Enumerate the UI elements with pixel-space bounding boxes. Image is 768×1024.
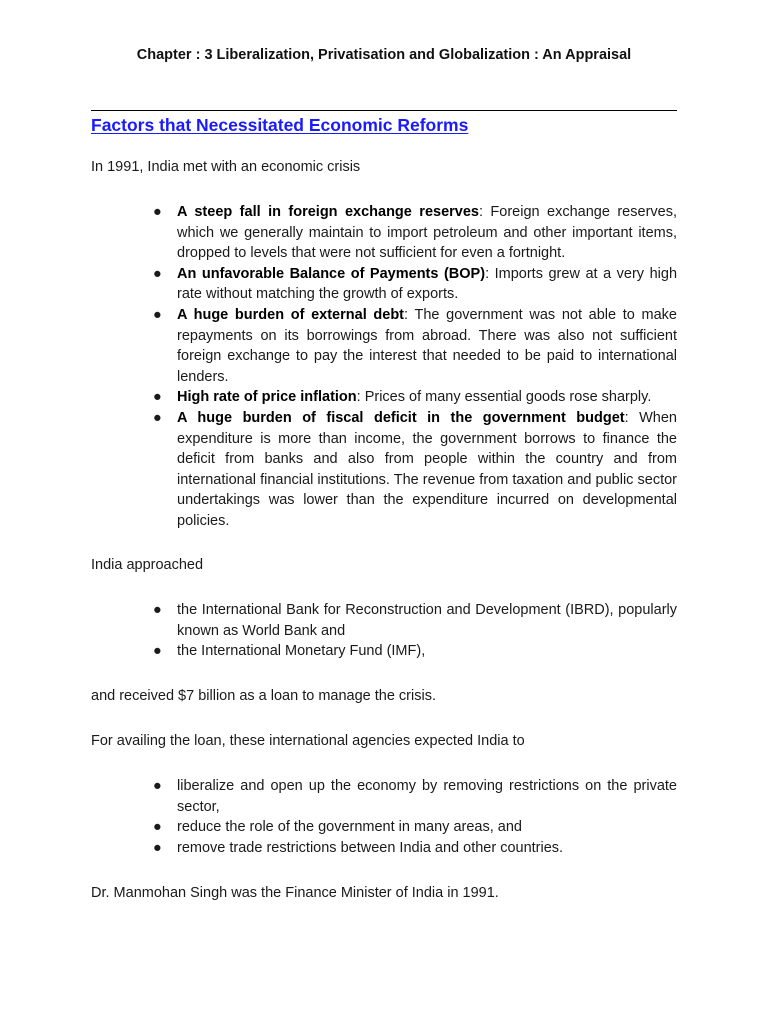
list-item [150,305,677,387]
list-item-term: High rate of price inflation [177,389,357,406]
bullet-icon: ● [153,778,162,794]
bullet-icon: ● [153,839,162,856]
agencies-list [150,600,677,662]
list-item-term: An unfavorable Balance of Payments (BOP) [177,265,486,282]
conditions-paragraph: For availing the loan, these international agencies expected India to [91,733,525,749]
list-item-text: : Imports grew at a very high rate without matching the growth of exports. [177,265,678,303]
list-item [150,817,677,838]
loan-paragraph: and received $7 billion as a loan to manage the crisis. [91,688,436,704]
list-item-term: A huge burden of fiscal deficit in the government budget [177,409,625,426]
horizontal-rule [91,110,677,111]
list-item-text: reduce the role of the government in many areas, and [177,819,522,836]
bullet-icon: ● [153,306,162,323]
list-item [150,408,677,532]
bullet-icon: ● [153,204,162,220]
list-item [150,838,677,859]
closing-paragraph: Dr. Manmohan Singh was the Finance Minister of India in 1991. [91,885,499,901]
chapter-title: Chapter : 3 Liberalization, Privatisation and Globalization : An Appraisal [136,47,632,63]
list-item-text: : Foreign exchange reserves, which we generally maintain to import petroleum and other important items, dropped to levels that were not sufficient for even a fortnight. [177,204,677,262]
list-item [150,641,677,662]
crisis-points-list [150,202,677,532]
list-item-text: the International Monetary Fund (IMF), [177,643,426,660]
list-item [150,776,677,817]
conditions-list [150,776,677,858]
intro-paragraph: In 1991, India met with an economic crisis [91,159,361,175]
list-item [150,264,677,305]
list-item-term: A huge burden of external debt [177,306,405,323]
list-item-text: : Prices of many essential goods rose sharply. [356,389,652,406]
list-item-text: : When expenditure is more than income, the government borrows to finance the deficit from banks and also from people within the country and from international financial institutions. The revenue from taxation and public sector undertakings was lower than the expenditure incurred on developmental policies. [177,409,677,529]
list-item-text: : The government was not able to make repayments on its borrowings from abroad. There was also not sufficient foreign exchange to pay the interest that needed to be paid to international lenders. [177,306,677,385]
list-item [150,387,677,408]
list-item-term: A steep fall in foreign exchange reserves [177,204,479,220]
list-item-text: remove trade restrictions between India and other countries. [177,839,564,856]
bullet-icon: ● [153,602,162,618]
bullet-icon: ● [153,643,162,660]
list-item-text: the International Bank for Reconstruction and Development (IBRD), popularly known as World Bank and [177,602,677,639]
bullet-icon: ● [153,389,162,406]
list-item [150,600,677,641]
bullet-icon: ● [153,409,162,426]
list-item-text: liberalize and open up the economy by removing restrictions on the private sector, [177,778,677,815]
list-item [150,202,677,264]
bullet-icon: ● [153,265,162,282]
approached-paragraph: India approached [91,557,204,573]
bullet-icon: ● [153,819,162,836]
section-heading: Factors that Necessitated Economic Reforms [91,115,469,135]
